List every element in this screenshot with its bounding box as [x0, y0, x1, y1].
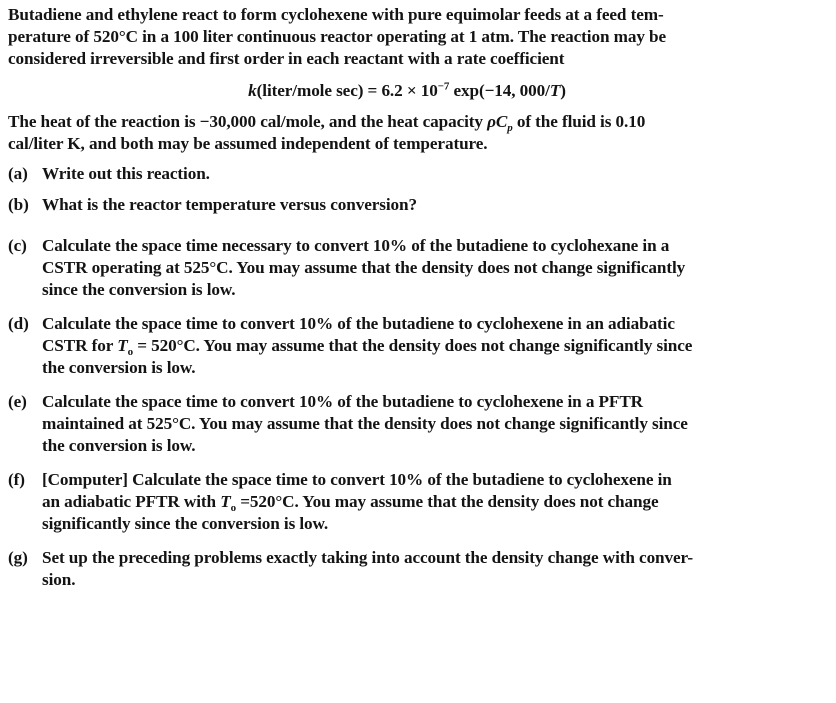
question-label: (e) — [8, 392, 27, 411]
intro-line: considered irreversible and first order in each reactant with a rate coefficient — [8, 49, 565, 68]
feed-temperature-subscript: o — [230, 502, 236, 514]
equation-lhs-units: (liter/mole sec) = 6.2 × 10 — [256, 81, 438, 100]
question-label: (f) — [8, 470, 25, 489]
question-text: since the conversion is low. — [42, 280, 236, 299]
heat-capacity-symbol: ρC — [487, 112, 508, 131]
intro-line: Butadiene and ethylene react to form cyclohexene with pure equimolar feeds at a feed tem- — [8, 5, 664, 24]
question-e — [8, 391, 826, 457]
question-text-part: an adiabatic PFTR with — [42, 492, 221, 511]
question-c — [8, 235, 826, 301]
question-label: (a) — [8, 164, 28, 183]
question-g — [8, 547, 826, 591]
question-text: Calculate the space time necessary to convert 10% of the butadiene to cyclohexane in a — [42, 236, 670, 255]
rate-coefficient-equation — [8, 80, 826, 102]
equation-t-variable: T — [549, 81, 561, 100]
heat-line-1 — [8, 111, 826, 133]
equation-exponent: −7 — [437, 80, 450, 93]
question-f — [8, 469, 826, 535]
question-text: [Computer] Calculate the space time to convert 10% of the butadiene to cyclohexene in — [42, 470, 672, 489]
question-label: (b) — [8, 195, 29, 214]
question-text: What is the reactor temperature versus conversion? — [42, 195, 417, 214]
question-text: sion. — [42, 570, 76, 589]
question-text-part: CSTR for — [42, 336, 118, 355]
heat-line-2: cal/liter K, and both may be assumed independent of temperature. — [8, 134, 488, 153]
feed-temperature-symbol: T — [117, 336, 128, 355]
heat-text: The heat of the reaction is −30,000 cal/mole, and the heat capacity — [8, 112, 488, 131]
question-text: Set up the preceding problems exactly taking into account the density change with conver- — [42, 548, 694, 567]
question-text: the conversion is low. — [42, 358, 196, 377]
question-b — [8, 194, 826, 216]
feed-temperature-subscript: o — [127, 346, 133, 358]
equation-rhs-suffix: ) — [560, 81, 566, 100]
question-label: (g) — [8, 548, 28, 567]
question-d — [8, 313, 826, 379]
question-text: maintained at 525°C. You may assume that the density does not change significantly since — [42, 414, 688, 433]
equation-rhs-prefix: exp(−14, 000/ — [449, 81, 550, 100]
intro-line: perature of 520°C in a 100 liter continuous reactor operating at 1 atm. The reaction may be — [8, 27, 666, 46]
question-text: CSTR operating at 525°C. You may assume that the density does not change significantly — [42, 258, 686, 277]
intro-paragraph — [8, 4, 826, 70]
equation-k-symbol: k — [248, 81, 257, 100]
question-label: (d) — [8, 314, 29, 333]
question-list — [8, 163, 826, 591]
question-label: (c) — [8, 236, 27, 255]
question-text: the conversion is low. — [42, 436, 196, 455]
question-a — [8, 163, 826, 185]
question-text: Calculate the space time to convert 10% of the butadiene to cyclohexene in a PFTR — [42, 392, 643, 411]
heat-paragraph — [8, 111, 826, 155]
question-text: Write out this reaction. — [42, 164, 210, 183]
question-text-part: = 520°C. You may assume that the density does not change significantly since — [133, 336, 693, 355]
feed-temperature-symbol: T — [220, 492, 231, 511]
heat-text: of the fluid is 0.10 — [512, 112, 646, 131]
question-text: Calculate the space time to convert 10% of the butadiene to cyclohexene in an adiabatic — [42, 314, 675, 333]
question-text: significantly since the conversion is low. — [42, 514, 329, 533]
question-text — [42, 335, 826, 357]
question-text-part: =520°C. You may assume that the density does not change — [236, 492, 659, 511]
question-text — [42, 491, 826, 513]
heat-capacity-subscript: p — [507, 122, 513, 134]
